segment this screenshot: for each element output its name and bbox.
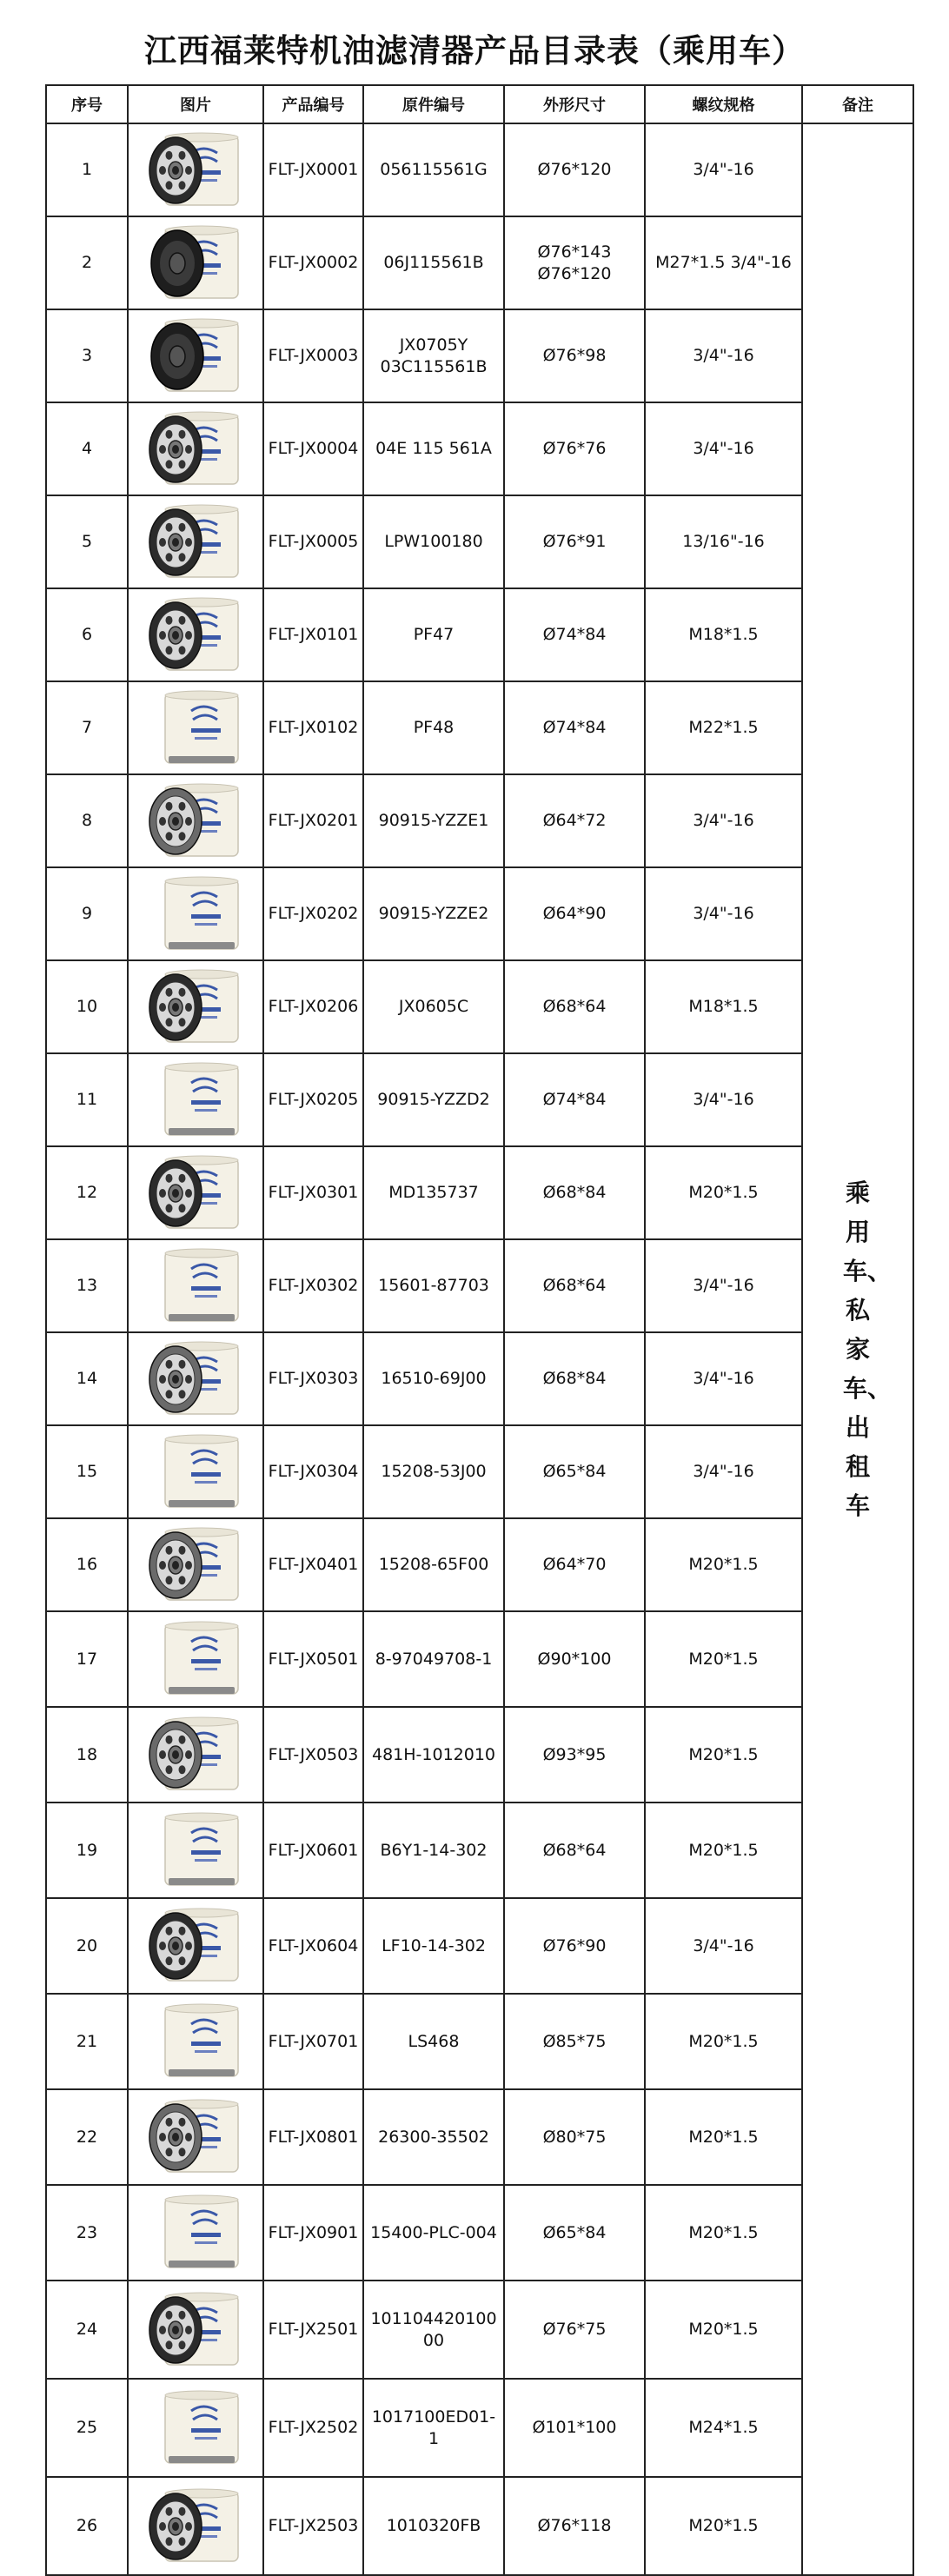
- table-row: [46, 588, 913, 681]
- cell-thread: M22*1.5: [645, 681, 802, 774]
- cell-oem-code: 15400-PLC-004: [363, 2185, 504, 2281]
- cell-product-code: FLT-JX0004: [263, 402, 363, 495]
- table-row: [46, 774, 913, 867]
- cell-oem-code: 101104420100 00: [363, 2281, 504, 2379]
- cell-image: [128, 2477, 263, 2575]
- cell-no: 7: [46, 681, 128, 774]
- cell-image: [128, 1994, 263, 2089]
- cell-dimensions: Ø74*84: [504, 681, 645, 774]
- cell-oem-code: 15208-65F00: [363, 1518, 504, 1611]
- cell-dimensions: Ø76*98: [504, 309, 645, 402]
- cell-product-code: FLT-JX0102: [263, 681, 363, 774]
- remarks-text: 乘用车、私家车、出租车: [843, 1178, 893, 1520]
- cell-oem-code: 90915-YZZE1: [363, 774, 504, 867]
- cell-no: 26: [46, 2477, 128, 2575]
- table-row: [46, 867, 913, 960]
- cell-no: 9: [46, 867, 128, 960]
- cell-oem-code: 15208-53J00: [363, 1425, 504, 1518]
- oil-filter-icon: [130, 2385, 261, 2472]
- cell-no: 21: [46, 1994, 128, 2089]
- cell-thread: M27*1.5 3/4"-16: [645, 216, 802, 309]
- oil-filter-icon: [130, 1243, 261, 1330]
- cell-image: [128, 2379, 263, 2477]
- cell-image: [128, 1239, 263, 1332]
- oil-filter-icon: [130, 1711, 261, 1798]
- cell-image: [128, 2185, 263, 2281]
- cell-dimensions: Ø80*75: [504, 2089, 645, 2185]
- cell-image: [128, 309, 263, 402]
- cell-no: 11: [46, 1053, 128, 1146]
- header-dimensions: 外形尺寸: [504, 85, 645, 123]
- table-row: [46, 402, 913, 495]
- cell-product-code: FLT-JX0206: [263, 960, 363, 1053]
- cell-dimensions: Ø74*84: [504, 1053, 645, 1146]
- cell-thread: 3/4"-16: [645, 1239, 802, 1332]
- cell-oem-code: LF10-14-302: [363, 1898, 504, 1994]
- cell-image: [128, 1146, 263, 1239]
- cell-image: [128, 867, 263, 960]
- cell-product-code: FLT-JX0901: [263, 2185, 363, 2281]
- table-row: [46, 1518, 913, 1611]
- header-row: [46, 85, 913, 123]
- cell-product-code: FLT-JX0001: [263, 123, 363, 216]
- table-row: [46, 1053, 913, 1146]
- cell-oem-code: LPW100180: [363, 495, 504, 588]
- table-row: [46, 1425, 913, 1518]
- cell-no: 22: [46, 2089, 128, 2185]
- cell-thread: 3/4"-16: [645, 1332, 802, 1425]
- cell-product-code: FLT-JX0503: [263, 1707, 363, 1803]
- oil-filter-icon: [130, 778, 261, 865]
- cell-no: 19: [46, 1803, 128, 1898]
- cell-image: [128, 216, 263, 309]
- cell-dimensions: Ø68*84: [504, 1146, 645, 1239]
- oil-filter-icon: [130, 127, 261, 214]
- cell-dimensions: Ø76*120: [504, 123, 645, 216]
- oil-filter-icon: [130, 499, 261, 586]
- table-row: [46, 1611, 913, 1707]
- cell-no: 5: [46, 495, 128, 588]
- oil-filter-icon: [130, 2189, 261, 2276]
- cell-no: 23: [46, 2185, 128, 2281]
- cell-dimensions: Ø76*76: [504, 402, 645, 495]
- cell-no: 4: [46, 402, 128, 495]
- oil-filter-icon: [130, 964, 261, 1051]
- cell-oem-code: 90915-YZZE2: [363, 867, 504, 960]
- cell-no: 8: [46, 774, 128, 867]
- cell-oem-code: JX0705Y 03C115561B: [363, 309, 504, 402]
- cell-image: [128, 1425, 263, 1518]
- oil-filter-icon: [130, 1150, 261, 1237]
- cell-dimensions: Ø64*90: [504, 867, 645, 960]
- cell-thread: M20*1.5: [645, 1611, 802, 1707]
- cell-thread: 3/4"-16: [645, 309, 802, 402]
- cell-image: [128, 1898, 263, 1994]
- oil-filter-icon: [130, 2287, 261, 2374]
- cell-oem-code: B6Y1-14-302: [363, 1803, 504, 1898]
- cell-image: [128, 960, 263, 1053]
- cell-thread: M20*1.5: [645, 1518, 802, 1611]
- cell-oem-code: 16510-69J00: [363, 1332, 504, 1425]
- page-title: 江西福莱特机油滤清器产品目录表（乘用车）: [144, 32, 805, 70]
- cell-thread: 3/4"-16: [645, 1425, 802, 1518]
- cell-no: 15: [46, 1425, 128, 1518]
- cell-image: [128, 1332, 263, 1425]
- cell-dimensions: Ø65*84: [504, 1425, 645, 1518]
- cell-product-code: FLT-JX0303: [263, 1332, 363, 1425]
- cell-dimensions: Ø64*72: [504, 774, 645, 867]
- cell-product-code: FLT-JX0005: [263, 495, 363, 588]
- cell-no: 14: [46, 1332, 128, 1425]
- cell-image: [128, 2281, 263, 2379]
- cell-product-code: FLT-JX0201: [263, 774, 363, 867]
- cell-thread: M18*1.5: [645, 960, 802, 1053]
- table-row: [46, 2185, 913, 2281]
- header-remarks: 备注: [802, 85, 913, 123]
- cell-oem-code: 481H-1012010: [363, 1707, 504, 1803]
- cell-dimensions: Ø76*75: [504, 2281, 645, 2379]
- cell-dimensions: Ø101*100: [504, 2379, 645, 2477]
- cell-no: 24: [46, 2281, 128, 2379]
- cell-dimensions: Ø68*64: [504, 1239, 645, 1332]
- cell-product-code: FLT-JX0003: [263, 309, 363, 402]
- cell-image: [128, 402, 263, 495]
- oil-filter-icon: [130, 406, 261, 493]
- cell-dimensions: Ø76*91: [504, 495, 645, 588]
- cell-no: 10: [46, 960, 128, 1053]
- cell-product-code: FLT-JX0202: [263, 867, 363, 960]
- oil-filter-icon: [130, 2483, 261, 2570]
- cell-oem-code: JX0605C: [363, 960, 504, 1053]
- oil-filter-icon: [130, 1336, 261, 1423]
- cell-thread: 3/4"-16: [645, 402, 802, 495]
- cell-no: 2: [46, 216, 128, 309]
- table-row: [46, 1803, 913, 1898]
- table-row: [46, 495, 913, 588]
- header-thread: 螺纹规格: [645, 85, 802, 123]
- cell-oem-code: PF47: [363, 588, 504, 681]
- cell-dimensions: Ø68*84: [504, 1332, 645, 1425]
- cell-dimensions: Ø68*64: [504, 1803, 645, 1898]
- cell-no: 12: [46, 1146, 128, 1239]
- cell-dimensions: Ø76*143 Ø76*120: [504, 216, 645, 309]
- cell-thread: M20*1.5: [645, 2477, 802, 2575]
- cell-remarks: [802, 123, 913, 2575]
- cell-dimensions: Ø68*64: [504, 960, 645, 1053]
- cell-no: 20: [46, 1898, 128, 1994]
- table-row: [46, 1994, 913, 2089]
- cell-oem-code: 26300-35502: [363, 2089, 504, 2185]
- cell-image: [128, 774, 263, 867]
- oil-filter-icon: [130, 592, 261, 679]
- cell-oem-code: 8-97049708-1: [363, 1611, 504, 1707]
- header-no: 序号: [46, 85, 128, 123]
- product-catalog-table: [45, 84, 914, 2576]
- cell-thread: M20*1.5: [645, 2281, 802, 2379]
- cell-dimensions: Ø93*95: [504, 1707, 645, 1803]
- cell-dimensions: Ø90*100: [504, 1611, 645, 1707]
- table-row: [46, 681, 913, 774]
- cell-oem-code: 90915-YZZD2: [363, 1053, 504, 1146]
- cell-image: [128, 2089, 263, 2185]
- cell-image: [128, 681, 263, 774]
- cell-oem-code: 15601-87703: [363, 1239, 504, 1332]
- cell-thread: 3/4"-16: [645, 774, 802, 867]
- cell-no: 6: [46, 588, 128, 681]
- cell-oem-code: PF48: [363, 681, 504, 774]
- cell-thread: 3/4"-16: [645, 1053, 802, 1146]
- header-oem-code: 原件编号: [363, 85, 504, 123]
- cell-product-code: FLT-JX0501: [263, 1611, 363, 1707]
- cell-dimensions: Ø76*90: [504, 1898, 645, 1994]
- oil-filter-icon: [130, 1807, 261, 1894]
- cell-oem-code: 056115561G: [363, 123, 504, 216]
- table-row: [46, 1707, 913, 1803]
- table-row: [46, 1332, 913, 1425]
- cell-product-code: FLT-JX2503: [263, 2477, 363, 2575]
- cell-product-code: FLT-JX0601: [263, 1803, 363, 1898]
- oil-filter-icon: [130, 220, 261, 307]
- cell-dimensions: Ø74*84: [504, 588, 645, 681]
- cell-product-code: FLT-JX2501: [263, 2281, 363, 2379]
- table-row: [46, 2477, 913, 2575]
- cell-oem-code: 1017100ED01- 1: [363, 2379, 504, 2477]
- table-row: [46, 1898, 913, 1994]
- oil-filter-icon: [130, 685, 261, 772]
- table-row: [46, 309, 913, 402]
- oil-filter-icon: [130, 1616, 261, 1703]
- table-row: [46, 960, 913, 1053]
- table-row: [46, 2379, 913, 2477]
- cell-dimensions: Ø64*70: [504, 1518, 645, 1611]
- cell-product-code: FLT-JX0701: [263, 1994, 363, 2089]
- cell-thread: M20*1.5: [645, 1994, 802, 2089]
- cell-no: 13: [46, 1239, 128, 1332]
- cell-product-code: FLT-JX0604: [263, 1898, 363, 1994]
- oil-filter-icon: [130, 1429, 261, 1516]
- oil-filter-icon: [130, 313, 261, 400]
- table-row: [46, 2089, 913, 2185]
- cell-thread: M24*1.5: [645, 2379, 802, 2477]
- cell-thread: M20*1.5: [645, 1707, 802, 1803]
- table-row: [46, 216, 913, 309]
- oil-filter-icon: [130, 1522, 261, 1609]
- cell-image: [128, 123, 263, 216]
- cell-product-code: FLT-JX0101: [263, 588, 363, 681]
- cell-product-code: FLT-JX0801: [263, 2089, 363, 2185]
- cell-oem-code: MD135737: [363, 1146, 504, 1239]
- cell-image: [128, 1803, 263, 1898]
- table-body: [46, 123, 913, 2575]
- oil-filter-icon: [130, 2094, 261, 2181]
- cell-image: [128, 495, 263, 588]
- cell-thread: M20*1.5: [645, 1146, 802, 1239]
- cell-product-code: FLT-JX0401: [263, 1518, 363, 1611]
- cell-image: [128, 588, 263, 681]
- table-row: [46, 1146, 913, 1239]
- cell-thread: M20*1.5: [645, 1803, 802, 1898]
- cell-no: 16: [46, 1518, 128, 1611]
- oil-filter-icon: [130, 1057, 261, 1144]
- header-image: 图片: [128, 85, 263, 123]
- oil-filter-icon: [130, 1902, 261, 1989]
- cell-image: [128, 1518, 263, 1611]
- oil-filter-icon: [130, 1998, 261, 2085]
- cell-no: 1: [46, 123, 128, 216]
- cell-dimensions: Ø76*118: [504, 2477, 645, 2575]
- cell-thread: 3/4"-16: [645, 867, 802, 960]
- cell-image: [128, 1611, 263, 1707]
- header-product-code: 产品编号: [263, 85, 363, 123]
- cell-product-code: FLT-JX0304: [263, 1425, 363, 1518]
- oil-filter-icon: [130, 871, 261, 958]
- table-row: [46, 1239, 913, 1332]
- cell-dimensions: Ø65*84: [504, 2185, 645, 2281]
- cell-image: [128, 1053, 263, 1146]
- cell-no: 3: [46, 309, 128, 402]
- cell-product-code: FLT-JX0002: [263, 216, 363, 309]
- cell-no: 25: [46, 2379, 128, 2477]
- cell-product-code: FLT-JX0302: [263, 1239, 363, 1332]
- cell-thread: 13/16"-16: [645, 495, 802, 588]
- cell-dimensions: Ø85*75: [504, 1994, 645, 2089]
- cell-oem-code: 1010320FB: [363, 2477, 504, 2575]
- cell-no: 18: [46, 1707, 128, 1803]
- cell-no: 17: [46, 1611, 128, 1707]
- cell-product-code: FLT-JX0301: [263, 1146, 363, 1239]
- cell-product-code: FLT-JX2502: [263, 2379, 363, 2477]
- cell-thread: 3/4"-16: [645, 123, 802, 216]
- cell-image: [128, 1707, 263, 1803]
- cell-oem-code: 04E 115 561A: [363, 402, 504, 495]
- cell-oem-code: 06J115561B: [363, 216, 504, 309]
- cell-thread: M20*1.5: [645, 2185, 802, 2281]
- cell-thread: M18*1.5: [645, 588, 802, 681]
- cell-product-code: FLT-JX0205: [263, 1053, 363, 1146]
- cell-oem-code: LS468: [363, 1994, 504, 2089]
- cell-thread: 3/4"-16: [645, 1898, 802, 1994]
- table-row: [46, 2281, 913, 2379]
- table-row: [46, 123, 913, 216]
- cell-thread: M20*1.5: [645, 2089, 802, 2185]
